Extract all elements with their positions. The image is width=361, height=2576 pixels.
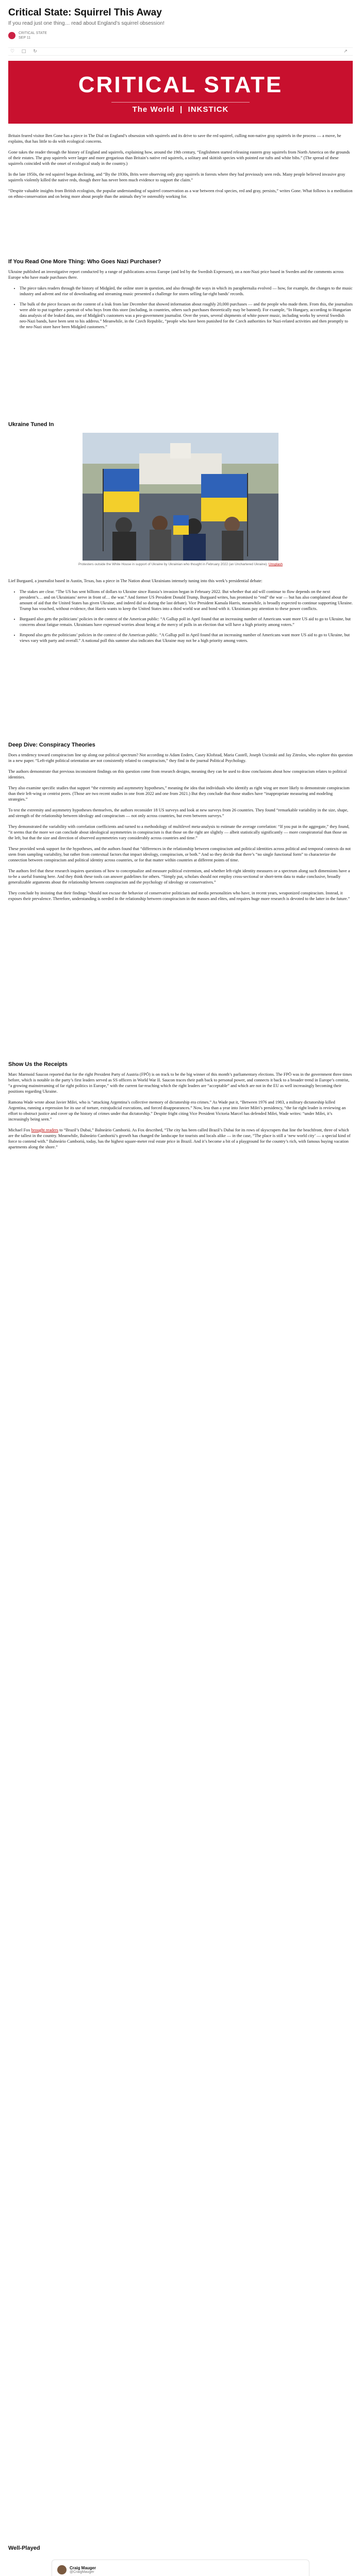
section-paragraph: Lief Burgaard, a journalist based in Austin, Texas, has a piece in The Nation about Ukrainians intensely tuning into this week’s presidential debate: — [8, 579, 262, 583]
list-item: • Respond also gets the politicians’ policies in the context of the American public. “A Gallup poll in April found that an increasing number of Americans want more US aid to go to Ukraine, but views vary with party and overall.” A national poll this summer also indicates that Ukraine may not be a high priority among voters. — [20, 632, 353, 643]
post-title: Critical State: Squirrel This Away — [8, 7, 162, 18]
post-date: SEP 11 — [19, 36, 31, 40]
section-heading: Show Us the Receipts — [8, 1061, 68, 1067]
protest-photo[interactable] — [83, 433, 278, 561]
section-heading: Well-Played — [8, 2545, 40, 2551]
intro-section — [8, 133, 353, 205]
list-item: • The stakes are clear. “The US has sent billions of dollars to Ukraine since Russia’s invasion began in February 2022. But whether that aid will continue to flow depends on the next president’s… and on Ukrainians’ nerve in front of… the war.” And former US President Donald Trump, Burgaard writes, has promised to “end” the war — but has also complained about the amount of aid that the United States has given Ukraine, and indeed did so during the last debate). Vice President Kamala Harris, meanwhile, is broadly expected to continue supporting Ukraine. Trump has vouched, without evidence, that Harris wants to keep the United States into a third world war and bond with it. Ukrainians pay attention to these power conflicts. — [20, 589, 353, 612]
banner-rule — [111, 102, 250, 103]
photo-caption — [8, 563, 353, 567]
paragraph-lead: Michael Fox — [8, 1128, 30, 1132]
section-paragraph: To test the extremity and asymmetry hypotheses themselves, the authors reconsider 18 US surveys and look at new surveys from 26 countries. They found “remarkable variability in the size, shape, and strength of the relationship between ideology and conspiracism — not only across countries, but even between surveys.” — [8, 808, 349, 818]
section-heading: Ukraine Tuned In — [8, 421, 54, 428]
banner-partners — [8, 105, 353, 114]
section-paragraph: They conclude by insisting that their findings “should not excuse the behavior of conservative politicians and media personalities who have, in recent years, weaponized conspiracism. Instead, it exposes their prevalence. Therefore, understanding is needed in the relationship between conspiracism in the masses and elites, and requires huge more research is devoted to the latter in the future.” — [8, 891, 350, 901]
bullet-list — [8, 589, 353, 643]
section-ukraine-body — [8, 578, 353, 648]
section-paragraph — [8, 1127, 353, 1150]
intro-paragraph-1: Britain feared visitor Ben Gone has a piece in The Dial on England’s obsession with squirrels and its drive to save the red squirrel, culling non-native gray squirrels in the process — a move, he explains, that has little to do with ecological concerns. — [8, 133, 341, 144]
section-paragraph: Ramona Wade wrote about Javier Milei, who is “attacking Argentina’s collective memory of dictatorship era crimes.” As Wade put it, “Between 1976 and 1983, a military dictatorship killed Argentina, running a repression for its use of torture, extrajudicial executions, and forced disappearances.” Now, less than a year into Javier Milei’s presidency, “the far right leader is reviewing an effort to obstruct justice and cover up the history of crimes under that dictatorship.” Despite fright citing Vice President Victoria Marcel has defended Milei, Wade writes: “under Milei, it’s increasingly being seen.” — [8, 1100, 346, 1122]
post-subtitle: If you read just one thing… read about England’s squirrel obsession! — [8, 21, 165, 26]
section-paragraph: Does a tendency toward conspiracism line up along our political spectrum? Not according to Adam Enders, Casey Klofstad, Maria Castell, Joseph Uscinski and Jay Zitrolos, who explore this question in a new paper. “Left-right political orientation are not consistently related to conspiracism,” they find in the journal Political Psychology. — [8, 753, 353, 763]
tweet-author-name[interactable]: Craig Mauger — [70, 2566, 96, 2570]
section-heading: Deep Dive: Conspiracy Theories — [8, 742, 95, 748]
section-heading: If You Read One More Thing: Who Goes Nazi Purchaser? — [8, 259, 161, 265]
caption-text: Protesters outside the White House in support of Ukraine by Ukrainian who thought in February 2022 (an Unchartered Ukraine). — [78, 563, 268, 566]
restack-icon[interactable]: ↻ — [33, 49, 37, 54]
section-conspiracy — [8, 742, 353, 907]
hero-banner — [8, 61, 353, 124]
banner-title: CRITICAL STATE — [78, 72, 283, 97]
tweet-avatar[interactable] — [57, 2565, 67, 2574]
list-item: • Burgaard also gets the politicians’ policies in the context of the American public: “A Gallup poll in April found that an increasing number of Americans want more US aid to go to Ukraine, but concerns about fatigue remain. Ukrainians have expressed worries about being at the mercy of polls in an election that will have a high priority among voters.” — [20, 616, 353, 628]
share-icon[interactable]: ↗ — [343, 49, 348, 54]
banner-separator: | — [177, 105, 188, 114]
list-item: • The bulk of the piece focuses on the content of a leak from late December that showed information about roughly 20,000 purchases — and the people who made them. From this, the journalists were able to put together a portrait of who buys from this store (including, in countries, others such purchases theoretically may be banned). For example, “In Hungary, according to Hungarian data analysis of the leaked data, one of Midgård’s customers was a pro-government journalist. Over the years, several shipments of white power music, including works by several Swedish neo-Nazi bands, have been sent to his address.” Meanwhile, in the Czech Republic, “people who have been punished for the Czech authorities for Nazi-related activities and then promptly to the neo-Nazi store have been Midgård customers.” — [20, 301, 353, 330]
author-meta — [19, 31, 47, 40]
section-receipts — [8, 1061, 353, 1155]
paragraph-rest: to “Brazil’s Dubai,” Balneário Camboriú. As Fox described, “The city has been called Brazil’s Dubai for its rows of skyscrapers that line the beachfront, three of which are the tallest in the country. Meanwhile, Balneário Camboriú’s growth has changed the landscape for tourists and locals alike — in the case, “The place is still a ‘new world city’ — a special kind of force to contend with.” Balneário Camboriú, today, has the highest square-meter real estate price in Brazil. And it’s become a bit of a playground for the country’s rich, with famous buying vacation apartments along the shore.” — [8, 1128, 351, 1149]
section-paragraph: Marc Marmoid Saucon reported that for the right President Party of Austria (FPÖ) is on track to be the big winner of this month’s parliamentary elections. The FPÖ was in the government three times before, which is notable in the party’s first leaders served as SS officers in World War II. Saucon traces their path back to personal power, and connects it back to a broader trend in Europe’s centrist, “a growing mainstreaming of far right politics in Europe,” with the current far-reaching which the right leaders are “acceptable” and which are not in the EU as well increasingly becoming their positions regarding Ukraine. — [8, 1072, 352, 1094]
bullet-list — [8, 285, 353, 330]
caption-link[interactable]: Unsplash — [268, 563, 283, 566]
section-one-more-thing — [8, 259, 353, 334]
protest-photo-illustration — [83, 433, 278, 561]
heart-icon[interactable]: ♡ — [10, 49, 15, 54]
action-bar — [8, 47, 353, 56]
banner-partner: INKSTICK — [188, 105, 229, 114]
tweet-author-handle[interactable]: @CraigMauger — [70, 2570, 94, 2574]
section-paragraph: The authors demonstrate that previous inconsistent findings on this question come from research designs, meaning they can be used to draw conclusions about how conspiracism relates to political identities. — [8, 769, 347, 779]
author-row — [8, 31, 353, 40]
section-well-played — [8, 2545, 353, 2551]
author-name[interactable]: CRITICAL STATE — [19, 31, 47, 35]
section-paragraph: Ukraine published an investigative report conducted by a range of publications across Europe (and led by the Swedish Expressen), on a non-Nazi price based in Sweden and the comments across Europe who have made purchases there. — [8, 269, 344, 280]
list-item: • The piece takes readers through the history of Midgård, the online store in question, and also through the ways in which its paraphernalia evolved — how, for example, the changes to the music industry and advent and rise of downloading and streaming music presented a challenge for stores selling far-right bands’ records. — [20, 285, 353, 297]
intro-paragraph-4: “Despite valuable insights from British ecologists, the popular understanding of squirrel conservation as a war between rival species, red and gray, persists,” writes Gone. What follows is a meditation on ethno-conservation and on being more about people than the animals they’re ostensibly working for. — [8, 189, 353, 199]
section-paragraph: They also examine specific studies that support “the extremity and asymmetry hypotheses,” meaning the idea that individuals who identify as right wing are more likely to demonstrate conspiracism than their left-wing or centrist peers. (Those are two recent studies in one from 2022 and one from 2021.) But they conclude that those studies have “inappropriate measuring and modeling strategies.” — [8, 786, 350, 802]
banner-publisher: The World — [132, 105, 175, 114]
section-ukraine — [8, 421, 353, 428]
intro-paragraph-3: In the late 1950s, the red squirrel began declining, and “By the 1930s, Brits were observing only gray squirrels in forests where they had previously seen reds. Many people believed invasive gray squirrels violently killed the native reds, though there has never been much evidence to support the claim.” — [8, 172, 346, 182]
embedded-tweet[interactable] — [52, 2560, 309, 2576]
intro-paragraph-2: Gone takes the reader through the history of England and squirrels, explaining how, around the 19th century, “Englishmen started releasing eastern gray squirrels from North America on the grounds of their estates. The gray squirrels were larger and more gregarious than Britain’s native red squirrels, a solitary and skittish species with pointed ear tufts and white bibs.” (The spread of these squirrels coincided with the onset of ecological study in the country.) — [8, 150, 350, 166]
section-paragraph: These provided weak support for the hypotheses, and the authors found that “differences in the relationship between conspiracism and political identities across political and temporal contexts do not stem from sampling variability, but rather from contextual factors that impact ideology, conspiracism, or both.” And so they decide that there’s “no single functional form” to characterize the connection between conspiracism and political identity across countries, or for that matter within countries at different points of time. — [8, 846, 351, 862]
section-paragraph: They demonstrated the variability with correlation coefficients and turned to a methodology of multilevel meta-analysis to estimate the average correlation: “If you put in the aggregate,” they found, “it seems that the more we can conclude about ideological asymmetries in conspiracism is that those on the right are slightly — albeit statistically significantly — more conspiratorial than those on the left, but that the size and direction of observed asymmetries vary considerably across countries and time.” — [8, 824, 350, 840]
inline-link[interactable]: brought readers — [31, 1128, 58, 1132]
author-avatar[interactable] — [8, 32, 15, 39]
section-paragraph: The authors feel that these research inquires questions of how to conceptualize and measure political extremism, and whether left-right identity measures or a spectrum along such dimensions have a to-be a useful framing here. And they think these tools can answer guidelines for others. “Simply put, scholars should not employ cross-sectional or short-term data to make conclusive, broadly generalizable arguments about the relationship between conspiracism and the psychology of ideology or conservatives.” — [8, 869, 350, 885]
comment-icon[interactable]: □ — [21, 49, 26, 54]
tweet-header — [57, 2565, 96, 2574]
